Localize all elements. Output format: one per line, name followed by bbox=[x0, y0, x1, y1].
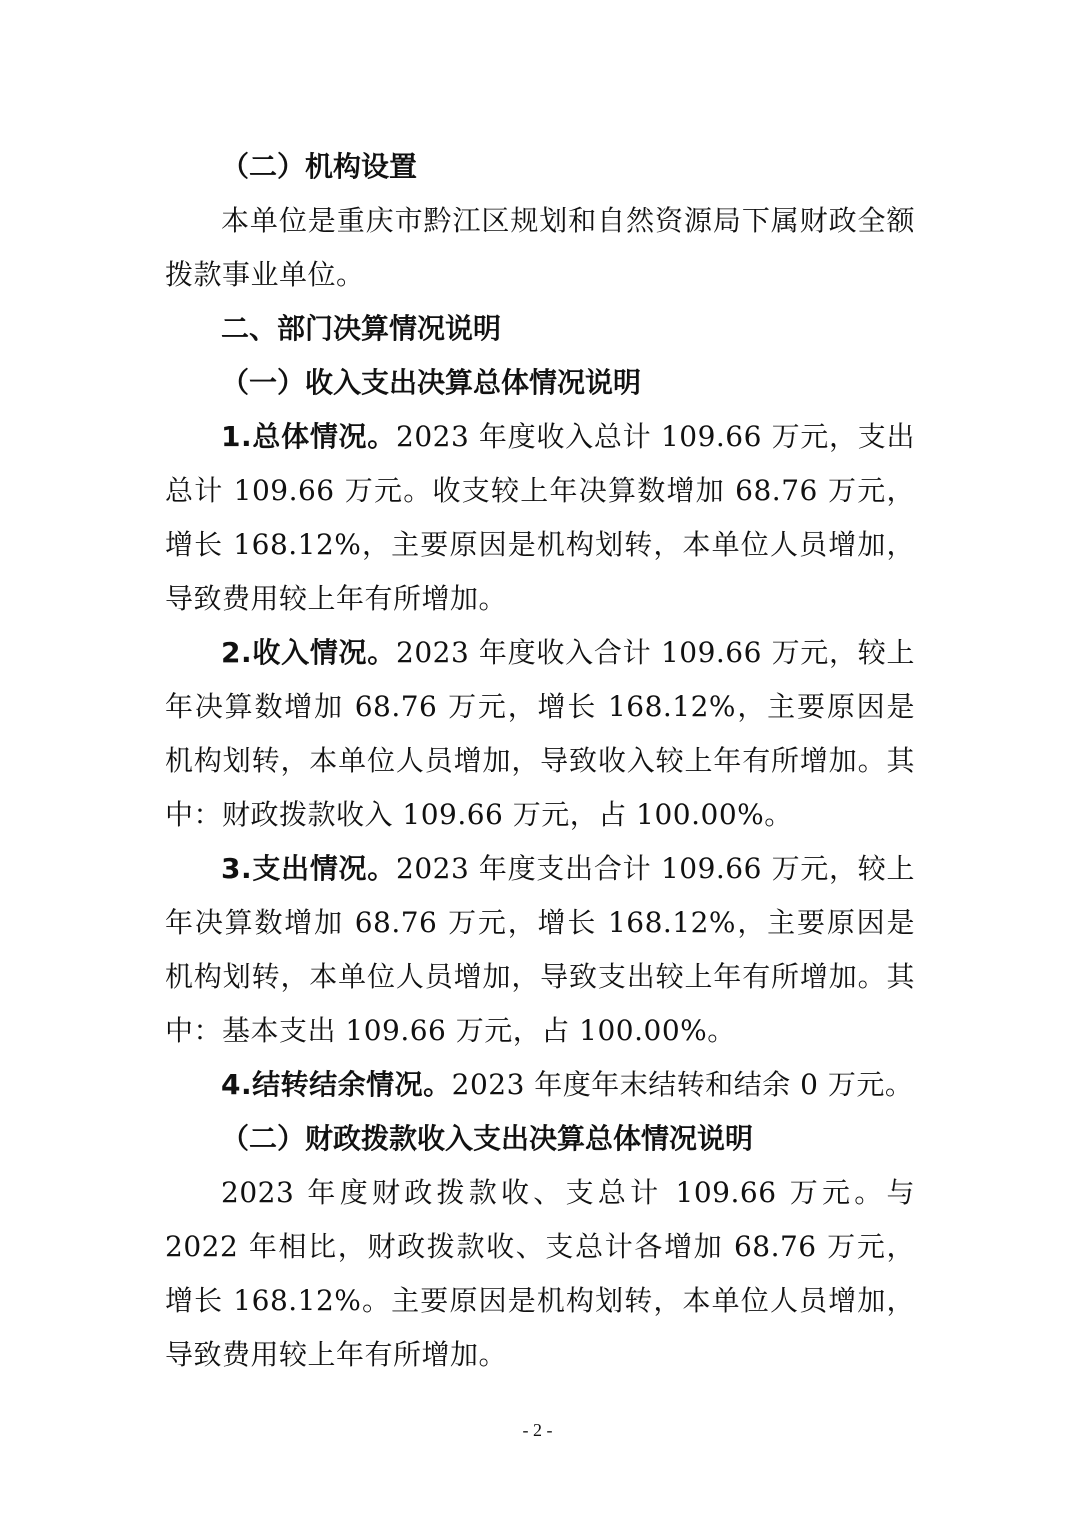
page-number: - 2 - bbox=[522, 1420, 553, 1440]
paragraph-lead: 4.结转结余情况。 bbox=[221, 1068, 452, 1101]
paragraph-lead: 2.收入情况。 bbox=[221, 636, 397, 669]
document-body bbox=[165, 140, 915, 1382]
paragraph-carryover bbox=[165, 1058, 915, 1112]
section-heading-fiscal: （二）财政拨款收入支出决算总体情况说明 bbox=[221, 1122, 754, 1155]
paragraph-lead: 1.总体情况。 bbox=[221, 420, 397, 453]
paragraph-text: 2023 年度年末结转和结余 0 万元。 bbox=[451, 1068, 914, 1101]
section-heading-overall: （一）收入支出决算总体情况说明 bbox=[221, 366, 642, 399]
paragraph-text: 2023 年度收入合计 109.66 万元，较上年决算数增加 68.76 万元，增长 168.12%，主要原因是机构划转，本单位人员增加，导致收入较上年有所增加。其中：财政拨款收入 109.66 万元，占 100.00%。 bbox=[165, 636, 916, 831]
paragraph-expenditure bbox=[165, 842, 915, 1058]
paragraph-fiscal: 2023 年度财政拨款收、支总计 109.66 万元。与 2022 年相比，财政拨款收、支总计各增加 68.76 万元，增长 168.12%。主要原因是机构划转，本单位人员增加，导致费用较上年有所增加。 bbox=[165, 1176, 915, 1371]
paragraph-income bbox=[165, 626, 915, 842]
section-heading-dept: 二、部门决算情况说明 bbox=[221, 312, 502, 345]
paragraph-lead: 3.支出情况。 bbox=[221, 852, 397, 885]
paragraph-text: 2023 年度收入总计 109.66 万元，支出总计 109.66 万元。收支较上年决算数增加 68.76 万元，增长 168.12%，主要原因是机构划转，本单位人员增加，导致费用较上年有所增加。 bbox=[165, 420, 916, 615]
paragraph-text: 2023 年度支出合计 109.66 万元，较上年决算数增加 68.76 万元，增长 168.12%，主要原因是机构划转，本单位人员增加，导致支出较上年有所增加。其中：基本支出 109.66 万元，占 100.00%。 bbox=[165, 852, 916, 1047]
section-heading-org: （二）机构设置 bbox=[221, 150, 418, 183]
paragraph-org: 本单位是重庆市黔江区规划和自然资源局下属财政全额拨款事业单位。 bbox=[165, 204, 915, 291]
paragraph-overall bbox=[165, 410, 915, 626]
